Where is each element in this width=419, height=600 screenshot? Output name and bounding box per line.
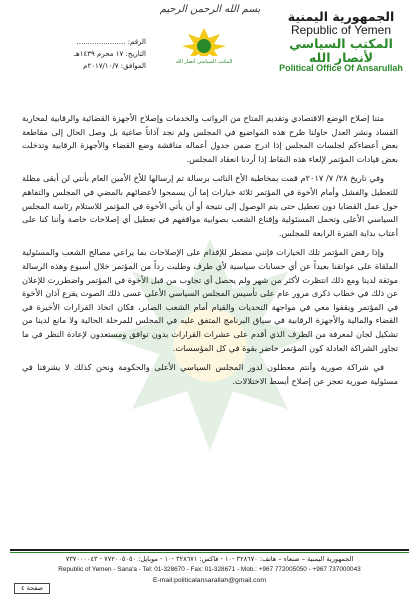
reference-number: الرقم: ...................... xyxy=(76,38,146,46)
hijri-date: التاريخ: ١٧ محرم ١٤٣٩هـ xyxy=(73,50,146,58)
letter-body xyxy=(22,112,398,394)
footer-email[interactable]: E-mail:politicalansarallah@gmail.com xyxy=(152,577,267,584)
ansarullah-emblem-icon xyxy=(176,26,232,66)
body-paragraph: وإذا رفض المؤتمر تلك الخيارات فإنني مضطر للإقدام على الإصلاحات بما يراعي مصالح الشعب والمسئولية الملقاة على عواتقنا بعيداً عن أي حسابات سياسية لأي طرف وطلبت رداً من المؤتمر خلال أسبوع وهذه الرسالة موثقة لدينا ومع ذلك انتظرت لأكثر من شهر ولم يحصل أي تجاوب من قبل الأخوة في المؤتمر واضطررت للإعلان عن ذلك في خطاب ذكرى مرور عام على تأسيس المجلس السياسي الأعلى عسى ذلك الصوت يقرع آذان الأخوة في المؤتمر ويقفوا معي في مواجهة التحديات والقيام أمام الشعب الصابر، فكان اتخاذ القرارات الأخيرة في القضاء والمالية والأجهزة الرقابية في سياق البرنامج المتفق عليه في المجلس للمرحلة الحالية ولا مانع لدينا من تشكيل لجان لمعرفة من الطرف الذي أقدم على عشرات القرارات بدون توافق ومستعدون لإعادة النظر في ما تجاوز الشراكة العادلة كون المؤتمر حاضر بقوة في كل المؤسسات. xyxy=(22,247,398,353)
bismillah-calligraphy: بسم الله الرحمن الرحيم xyxy=(159,4,261,15)
page-number: صفحة ٤ xyxy=(14,583,50,594)
footer-divider-green xyxy=(10,552,409,553)
country-name-arabic: الجمهورية اليمنية xyxy=(287,9,395,24)
emblem-caption: المكتب السياسي أنصار الله xyxy=(176,59,232,65)
office-name-english: Political Office Of Ansarullah xyxy=(279,63,403,74)
gregorian-date: الموافق: ٢٠١٧/١٠/٧م xyxy=(83,62,146,70)
footer-divider xyxy=(10,549,409,551)
footer-contact-arabic: الجمهورية اليمنية – صنعاء – هاتف: ٣٢٨٦٧٠ -١٠ - فاكس: ٣٢٨٦٧١ -١٠ - موبايل: ٧٧٢٠٠٥٠٥٠ - ٧٣٧٠٠٠٠٤٣ xyxy=(65,555,354,563)
body-paragraph: وفي تاريخ ٢٨/ ٧/ ٢٠١٧م قمت بمخاطبة الأخ النائب برسالة تم إرسالها للأخ الأمين العام بأنني لن أبقى مظلة للتعطيل والفشل وأمام الأخوة في المؤتمر ثلاثة خيارات إما أن يسمحوا لأعضائهم بالمضي في المجلس والتفاهم حول عمل القضايا دون تعطيل حتى يتم الوصول إلى نتيجة أو أن يأتي الأخوة في المؤتمر للاستلام رئاسة المجلس السياسي الأعلى وتحمل المسئولية وإقناع الشعب بصوابية مواقفهم في تعطيل أي إصلاحات خاصة وأننا كنا على أعتاب بداية الفترة الرابعة للمجلس. xyxy=(22,173,398,238)
letter-meta xyxy=(16,36,146,72)
footer-contact-english: Republic of Yemen - Sana'a - Tel: 01-328670 - Fax: 01-328671 - Mob.: +967 772005050 - +967 737000043 xyxy=(58,566,361,573)
body-paragraph: في شراكة صورية وأنتم معطلون لدور المجلس السياسي الأعلى والحكومة ونحن كذلك لا يشرفنا في مسئولية صورية تعجز عن إصلاح أبسط الاختلالات. xyxy=(22,362,398,386)
country-name-english: Republic of Yemen xyxy=(290,22,392,37)
office-name-arabic: المكتب السياسي لأنصار الله xyxy=(289,35,393,65)
letterhead-title xyxy=(271,10,411,74)
body-paragraph: متنا إصلاح الوضع الاقتصادي وتقديم المتاح من الرواتب والخدمات وإصلاح الأجهزة القضائية والرقابية لمحاربة الفساد ونشر العدل حاولنا طرح هذه المواضيع في المجلس ولم نجد آذاناً صاغية بل وصل الحال إلى مقاطعة بعض أعضاءكم لجلسات المجلس إذا ادرج ضمن جدول أعماله مناقشة وضع القضاء والأجهزة الرقابية وتدخلت بعض قيادات المؤتمر لإلغاء هذه النقاط إذا أردنا انعقاد المجلس. xyxy=(22,113,398,164)
